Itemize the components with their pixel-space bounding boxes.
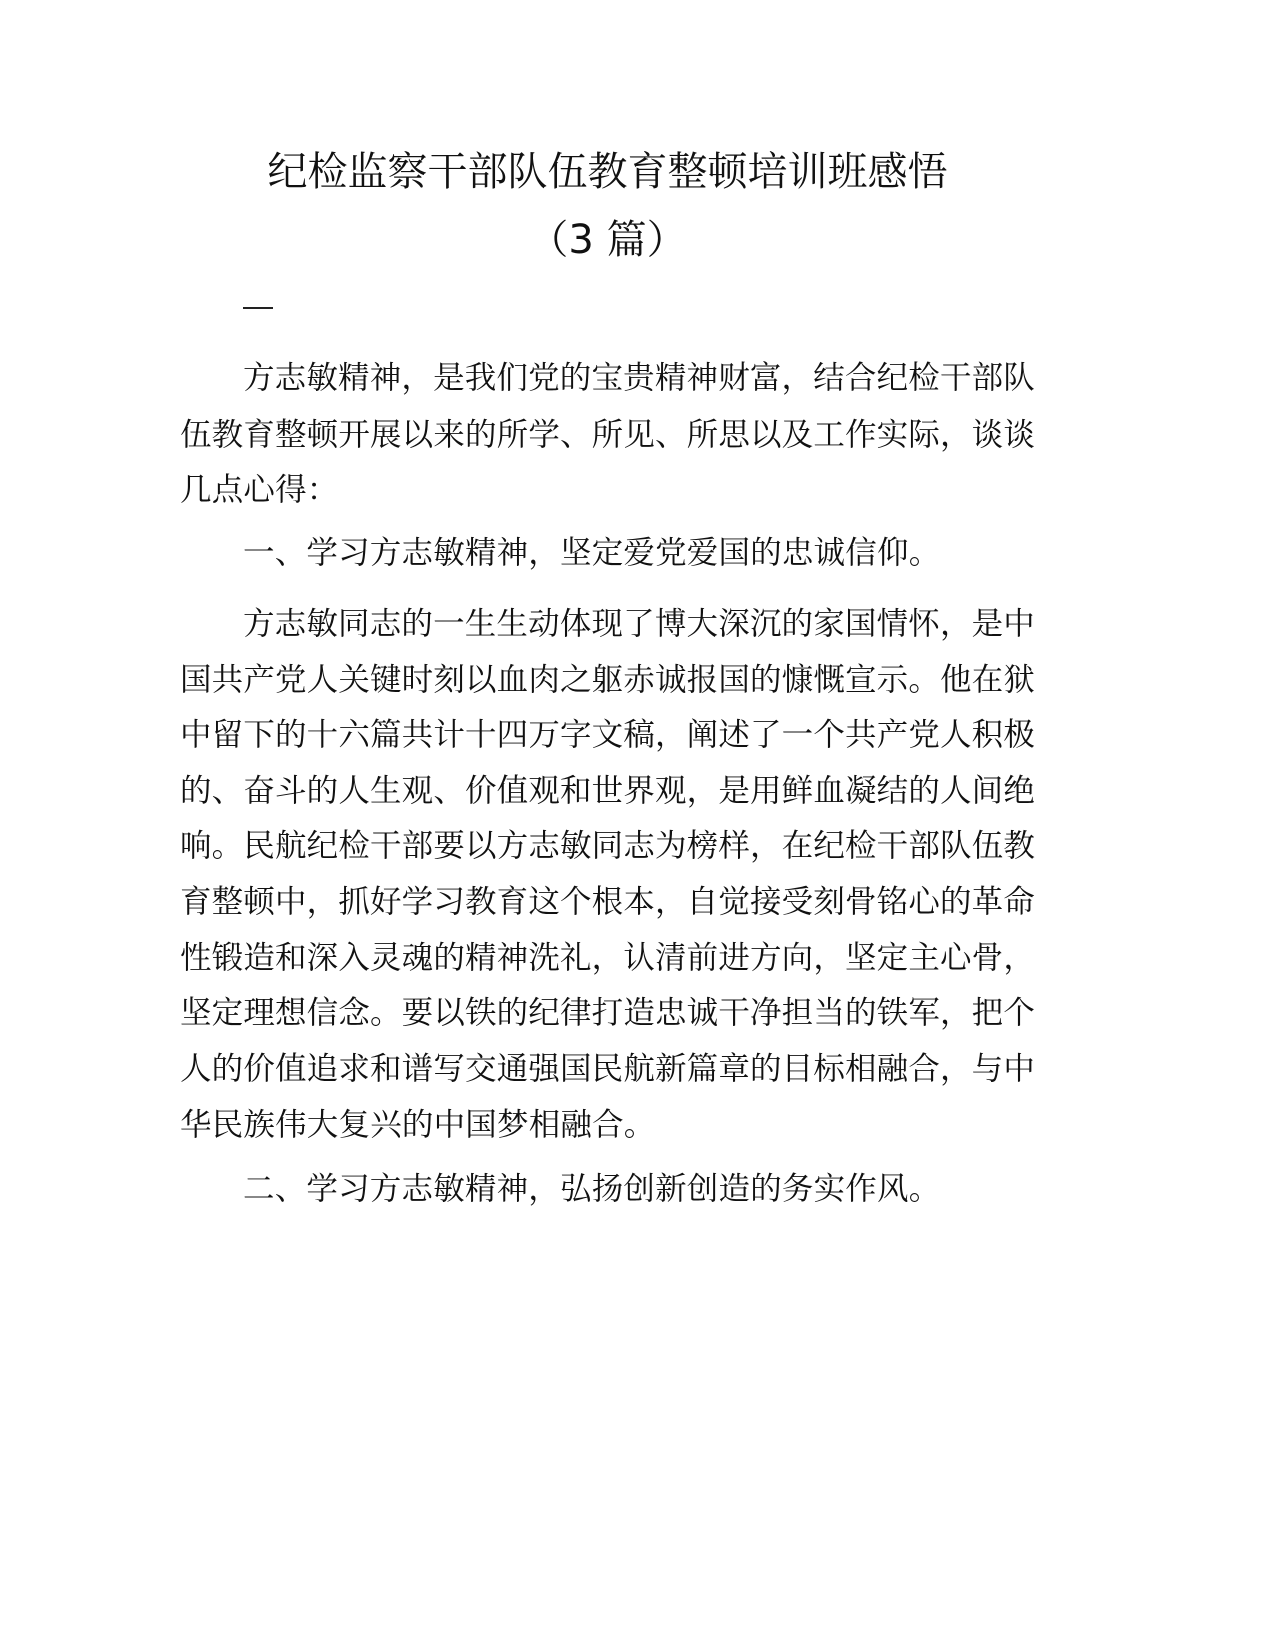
paragraph-line: 坚定理想信念。要以铁的纪律打造忠诚干净担当的铁军，把个 xyxy=(180,995,1035,1031)
document-subtitle: （3 篇） xyxy=(528,217,687,263)
paragraph-line: 方志敏同志的一生生动体现了博大深沉的家国情怀，是中 xyxy=(243,606,1035,642)
paragraph-line: 人的价值追求和谱写交通强国民航新篇章的目标相融合，与中 xyxy=(180,1051,1035,1087)
paragraph-line: 育整顿中，抓好学习教育这个根本，自觉接受刻骨铭心的革命 xyxy=(180,884,1035,920)
section-mark xyxy=(243,307,273,309)
paragraph-line: 中留下的十六篇共计十四万字文稿，阐述了一个共产党人积极 xyxy=(180,717,1035,753)
paragraph-line: 方志敏精神，是我们党的宝贵精神财富，结合纪检干部队 xyxy=(243,360,1035,396)
section-heading: 一、学习方志敏精神，坚定爱党爱国的忠诚信仰。 xyxy=(243,535,941,571)
paragraph-line: 响。民航纪检干部要以方志敏同志为榜样，在纪检干部队伍教 xyxy=(180,828,1035,864)
paragraph-line: 性锻造和深入灵魂的精神洗礼，认清前进方向，坚定主心骨， xyxy=(180,940,1035,976)
section-heading: 二、学习方志敏精神，弘扬创新创造的务实作风。 xyxy=(243,1171,941,1207)
paragraph-line: 国共产党人关键时刻以血肉之躯赤诚报国的慷慨宣示。他在狱 xyxy=(180,662,1035,698)
document-title: 纪检监察干部队伍教育整顿培训班感悟 xyxy=(267,149,948,195)
paragraph-line: 伍教育整顿开展以来的所学、所见、所思以及工作实际，谈谈 xyxy=(180,417,1035,453)
paragraph-line: 华民族伟大复兴的中国梦相融合。 xyxy=(180,1107,656,1143)
paragraph-line: 的、奋斗的人生观、价值观和世界观，是用鲜血凝结的人间绝 xyxy=(180,773,1035,809)
paragraph-line: 几点心得： xyxy=(180,472,339,508)
